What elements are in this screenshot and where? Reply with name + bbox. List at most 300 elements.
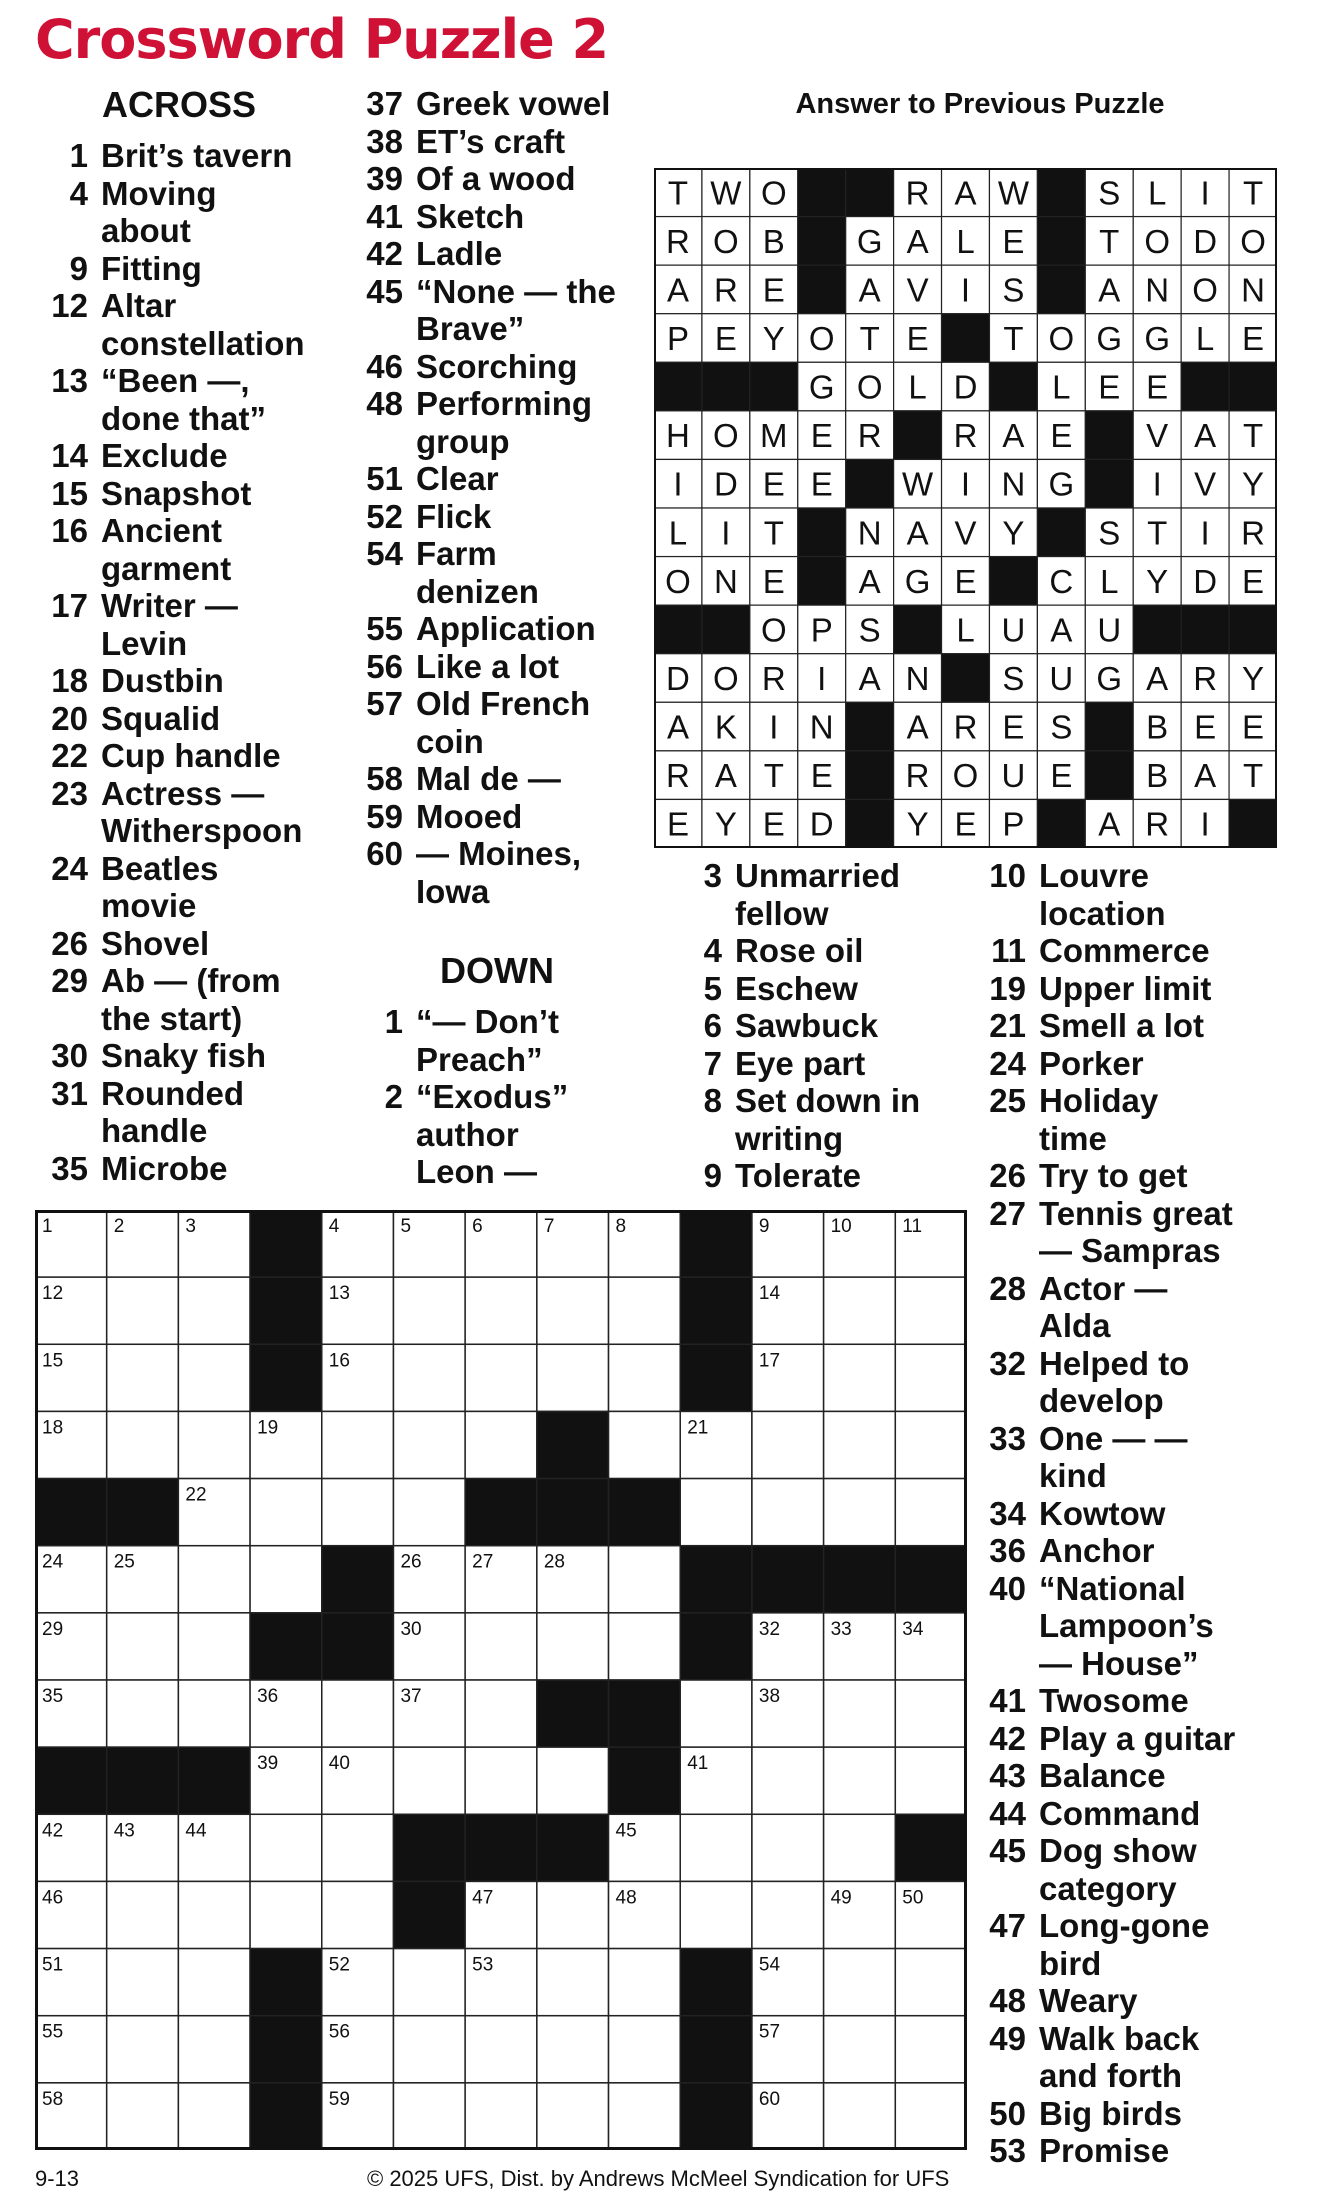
clue-text-line: “None — the [416, 272, 616, 310]
white-cell [609, 2016, 681, 2083]
black-cell [1085, 702, 1133, 751]
across-clue [357, 198, 647, 236]
clue-number: 17 [51, 587, 88, 624]
down-clue [980, 1157, 1320, 1195]
cell-number: 21 [687, 1417, 709, 1439]
cell-number: 54 [758, 1954, 781, 1976]
clue-text-line: Sawbuck [735, 1007, 879, 1044]
white-cell [680, 1680, 752, 1747]
answer-letter: T [763, 757, 784, 795]
white-cell [465, 1411, 537, 1478]
answer-letter: E [1098, 368, 1121, 406]
answer-letter: A [858, 271, 881, 309]
clue-text-line: Witherspoon [101, 812, 303, 849]
black-cell [798, 265, 846, 314]
black-cell [1229, 799, 1277, 848]
answer-letter: E [762, 562, 785, 600]
previous-answer-grid [654, 168, 1277, 848]
answer-letter: L [1052, 368, 1071, 406]
answer-letter: E [1242, 562, 1265, 600]
answer-letter: S [1002, 271, 1025, 309]
white-cell [322, 1680, 394, 1747]
answer-letter: N [1241, 271, 1265, 309]
black-cell [846, 702, 894, 751]
down-clue [676, 1082, 986, 1157]
across-clue [42, 775, 347, 850]
black-cell [1037, 217, 1085, 266]
previous-answer-title: Answer to Previous Puzzle [795, 88, 1165, 120]
cell-number: 13 [328, 1283, 350, 1305]
black-cell [680, 1546, 752, 1613]
answer-letter: N [1145, 271, 1170, 309]
clue-text-line: Helped to [1039, 1344, 1190, 1382]
clue-text-line: Leon — [416, 1153, 537, 1190]
white-cell [322, 1479, 394, 1546]
clue-text [403, 760, 561, 798]
clue-text [1026, 2132, 1169, 2170]
white-cell [178, 1613, 250, 1680]
white-cell [465, 1344, 537, 1411]
clue-text-line: Lampoon’s [1039, 1607, 1214, 1644]
cell-number: 18 [42, 1417, 64, 1439]
black-cell [107, 1747, 179, 1814]
answer-letter: S [1050, 708, 1073, 746]
white-cell [895, 1680, 967, 1747]
white-cell [824, 2016, 896, 2083]
answer-letter: I [1200, 805, 1210, 843]
cell-number: 47 [472, 1887, 494, 1909]
down-clue [676, 1157, 986, 1195]
white-cell [393, 2016, 465, 2083]
across-clue [42, 700, 347, 738]
answer-letter: O [665, 562, 691, 600]
answer-letter: A [858, 660, 881, 697]
clue-text-line: Snapshot [101, 474, 252, 512]
clue-number: 35 [51, 1149, 88, 1187]
across-clue [42, 362, 347, 437]
across-clue [42, 512, 347, 587]
clue-text-line: Twosome [1039, 1682, 1189, 1719]
white-cell [250, 1479, 322, 1546]
down-clue [980, 1907, 1320, 1982]
clue-number: 36 [989, 1532, 1026, 1569]
clue-text-line: movie [101, 887, 197, 924]
clue-number: 45 [989, 1832, 1026, 1869]
black-cell [702, 362, 750, 411]
white-cell [824, 1411, 896, 1478]
answer-letter: E [666, 805, 689, 843]
clue-text [1026, 1420, 1188, 1495]
clue-number: 44 [989, 1794, 1026, 1832]
answer-letter: E [810, 417, 833, 455]
clue-text-line: kind [1039, 1457, 1107, 1494]
answer-letter: E [906, 320, 929, 357]
answer-letter: D [666, 660, 690, 697]
white-cell [322, 1814, 394, 1881]
answer-letter: A [906, 514, 929, 552]
black-cell [654, 605, 702, 654]
answer-letter: Y [1242, 660, 1265, 697]
answer-letter: A [1098, 805, 1121, 843]
clue-number: 59 [366, 797, 403, 835]
white-cell [537, 1747, 609, 1814]
white-cell [107, 1411, 179, 1478]
answer-letter: E [954, 805, 977, 843]
across-clues-column-2 [357, 85, 647, 910]
clue-text-line: constellation [101, 324, 305, 362]
white-cell [465, 1277, 537, 1344]
cell-number: 1 [42, 1216, 53, 1237]
clue-text [1026, 1045, 1144, 1083]
black-cell [752, 1546, 824, 1613]
black-cell [895, 1814, 967, 1881]
answer-letter: N [809, 708, 834, 746]
answer-letter: P [666, 320, 689, 357]
clue-text-line: Long-gone [1039, 1907, 1210, 1944]
clue-text-line: Rounded [101, 1074, 244, 1112]
answer-letter: M [760, 417, 788, 455]
answer-letter: W [710, 174, 742, 212]
clue-text-line: writing [735, 1119, 844, 1157]
black-cell [393, 1814, 465, 1881]
down-clue [980, 2132, 1320, 2170]
down-clue [980, 1495, 1320, 1533]
answer-letter: S [858, 611, 881, 649]
answer-letter: L [1148, 174, 1167, 212]
clue-text-line: the start) [101, 999, 243, 1037]
answer-letter: K [714, 708, 737, 746]
clue-text-line: Holiday [1039, 1082, 1159, 1119]
black-cell [35, 1747, 107, 1814]
white-cell [393, 1344, 465, 1411]
white-cell [609, 1411, 681, 1478]
black-cell [1037, 265, 1085, 314]
clue-text [403, 273, 616, 348]
answer-letter: O [952, 757, 979, 795]
cell-number: 10 [830, 1216, 852, 1237]
black-cell [1133, 605, 1181, 654]
clue-text-line: Fitting [101, 249, 202, 287]
clue-text-line: about [101, 212, 191, 249]
answer-letter: R [1193, 660, 1218, 697]
answer-letter: T [1147, 514, 1168, 552]
clue-text [722, 1157, 861, 1195]
clue-text-line: author [416, 1115, 519, 1153]
black-cell [1037, 168, 1085, 217]
cell-number: 33 [830, 1618, 852, 1640]
clue-text [1026, 1795, 1200, 1833]
clue-number: 32 [989, 1344, 1026, 1382]
answer-letter: R [666, 222, 690, 260]
across-clue [42, 925, 347, 963]
cell-number: 17 [758, 1350, 781, 1372]
white-cell [824, 2083, 896, 2150]
page-title: Crossword Puzzle 2 [35, 8, 609, 71]
clue-number: 39 [366, 160, 403, 197]
clue-number: 9 [69, 249, 88, 287]
clue-number: 57 [366, 685, 403, 722]
black-cell [846, 168, 894, 217]
clue-text [1026, 1982, 1137, 2020]
black-cell [537, 1814, 609, 1881]
white-cell [895, 1344, 967, 1411]
across-header: ACROSS [102, 84, 257, 125]
answer-letter: O [713, 417, 739, 455]
white-cell [537, 1613, 609, 1680]
white-cell [107, 1344, 179, 1411]
cell-number: 34 [902, 1618, 924, 1640]
across-clue [42, 287, 347, 362]
clue-text-line: category [1039, 1869, 1177, 1907]
black-cell [846, 751, 894, 800]
answer-letter: G [1096, 320, 1123, 357]
answer-letter: I [960, 465, 971, 503]
clue-text-line: Ancient [101, 512, 223, 549]
clue-text [1026, 1832, 1197, 1907]
down-clue [980, 1532, 1320, 1570]
white-cell [609, 1344, 681, 1411]
clue-text [88, 962, 281, 1037]
answer-letter: P [1002, 805, 1025, 843]
clue-text [403, 798, 522, 836]
answer-letter: D [1193, 562, 1218, 600]
white-cell [895, 1277, 967, 1344]
clue-text-line: Command [1039, 1794, 1201, 1832]
answer-letter: T [1099, 222, 1120, 260]
clue-text-line: Of a wood [416, 160, 576, 197]
clue-text-line: group [416, 422, 510, 460]
black-cell [894, 411, 942, 460]
across-clue [357, 835, 647, 910]
across-clue [357, 348, 647, 386]
down-clue [980, 1045, 1320, 1083]
white-cell [393, 1479, 465, 1546]
clue-text-line: Clear [416, 460, 499, 497]
clue-number: 9 [703, 1157, 722, 1194]
down-clue [980, 970, 1320, 1008]
clue-number: 1 [384, 1003, 403, 1040]
answer-letter: E [1146, 368, 1169, 406]
clue-text [722, 857, 900, 932]
white-cell [537, 1277, 609, 1344]
clue-number: 15 [51, 474, 88, 512]
cell-number: 43 [113, 1820, 135, 1842]
answer-letter: R [953, 417, 978, 455]
cell-number: 57 [758, 2021, 781, 2043]
clue-text-line: Unmarried [735, 857, 901, 894]
black-cell [609, 1479, 681, 1546]
answer-letter: L [1100, 562, 1119, 600]
answer-letter: O [713, 660, 739, 697]
clue-number: 12 [51, 287, 88, 324]
answer-letter: O [713, 222, 739, 260]
cell-number: 44 [185, 1820, 207, 1842]
answer-letter: E [810, 465, 833, 503]
clue-number: 1 [69, 137, 88, 174]
down-clue [980, 1082, 1320, 1157]
black-cell [680, 1344, 752, 1411]
white-cell [465, 1747, 537, 1814]
down-clue [980, 2095, 1320, 2133]
clue-number: 54 [366, 535, 403, 572]
clue-number: 55 [366, 610, 403, 647]
down-clue [980, 1570, 1320, 1683]
answer-letter: S [1098, 514, 1121, 552]
clue-number: 18 [51, 662, 88, 699]
clue-number: 11 [991, 932, 1026, 969]
clue-number: 60 [366, 835, 403, 872]
clue-text [1026, 1682, 1189, 1720]
black-cell [537, 1680, 609, 1747]
white-cell [393, 1411, 465, 1478]
clue-text [1026, 2020, 1199, 2095]
clue-text-line: — House” [1039, 1644, 1199, 1682]
cell-number: 26 [400, 1551, 422, 1573]
clue-text-line: Exclude [101, 437, 228, 474]
answer-letter: Y [1002, 514, 1025, 552]
answer-letter: A [1002, 417, 1025, 455]
across-clue [357, 498, 647, 536]
answer-letter: A [1098, 271, 1121, 309]
answer-letter: S [1002, 660, 1025, 697]
white-cell [537, 1881, 609, 1948]
clue-text-line: Actress — [101, 774, 265, 812]
white-cell [609, 1546, 681, 1613]
cell-number: 58 [42, 2088, 64, 2110]
white-cell [178, 1277, 250, 1344]
cell-number: 35 [42, 1686, 64, 1707]
clue-text-line: Beatles [101, 849, 219, 887]
clue-text-line: Cup handle [101, 737, 281, 774]
answer-letter: T [1003, 320, 1024, 357]
answer-letter: I [721, 514, 731, 552]
clue-number: 53 [989, 2132, 1026, 2169]
white-cell [107, 1949, 179, 2016]
cell-number: 24 [42, 1551, 64, 1573]
white-cell [824, 1344, 896, 1411]
clue-text [403, 85, 610, 123]
answer-letter: T [1242, 417, 1264, 455]
down-clue [676, 1007, 986, 1045]
across-clue [357, 273, 647, 348]
clue-number: 43 [989, 1757, 1026, 1794]
white-cell [752, 1881, 824, 1948]
answer-letter: U [1097, 611, 1122, 649]
cell-number: 9 [758, 1216, 770, 1237]
across-clue [42, 1150, 347, 1188]
clue-text [88, 475, 251, 513]
black-cell [702, 605, 750, 654]
across-clue [42, 475, 347, 513]
clue-text-line: Levin [101, 624, 188, 662]
answer-letter: V [906, 271, 929, 309]
answer-letter: E [954, 562, 977, 600]
cell-number: 60 [758, 2088, 781, 2110]
white-cell [107, 1680, 179, 1747]
answer-letter: N [905, 660, 930, 697]
clue-number: 10 [989, 857, 1026, 894]
clue-text-line: Dustbin [101, 662, 224, 699]
down-clue [980, 1795, 1320, 1833]
answer-letter: T [859, 320, 880, 357]
white-cell [178, 1344, 250, 1411]
white-cell [537, 2083, 609, 2150]
clue-text [88, 137, 292, 175]
black-cell [942, 654, 990, 703]
black-cell [322, 1613, 394, 1680]
answer-letter: B [1146, 757, 1169, 795]
clue-number: 40 [989, 1569, 1026, 1607]
across-clue [42, 1075, 347, 1150]
answer-letter: E [762, 465, 785, 503]
black-cell [609, 1747, 681, 1814]
clue-text-line: time [1039, 1119, 1107, 1157]
clue-text-line: Upper limit [1039, 969, 1212, 1007]
answer-letter: N [713, 562, 738, 600]
down-clue [980, 1195, 1320, 1270]
clue-text [88, 362, 266, 437]
black-cell [465, 1479, 537, 1546]
cell-number: 45 [615, 1820, 637, 1842]
clue-text-line: handle [101, 1112, 208, 1149]
answer-letter: V [1194, 465, 1217, 503]
clue-text [1026, 1570, 1214, 1683]
clue-text-line: Porker [1039, 1044, 1144, 1082]
clue-number: 22 [51, 737, 88, 774]
answer-letter: T [667, 174, 689, 212]
black-cell [846, 799, 894, 848]
clue-text [1026, 2095, 1182, 2133]
clue-text-line: Preach” [416, 1040, 543, 1078]
clue-text [403, 535, 539, 610]
white-cell [752, 1814, 824, 1881]
white-cell [895, 1411, 967, 1478]
answer-letter: I [817, 660, 827, 697]
black-cell [250, 1613, 322, 1680]
answer-letter: E [1242, 708, 1265, 746]
white-cell [393, 1277, 465, 1344]
cell-number: 55 [42, 2021, 64, 2043]
clue-text [88, 512, 231, 587]
clue-text [1026, 1345, 1189, 1420]
clue-text [403, 1003, 559, 1078]
clue-text [403, 198, 524, 236]
black-cell [846, 459, 894, 508]
clue-text-line: Performing [416, 385, 593, 422]
clue-text-line: Anchor [1039, 1532, 1155, 1569]
clue-number: 46 [366, 347, 403, 385]
clue-text [88, 437, 228, 475]
down-clue [980, 1720, 1320, 1758]
clue-text-line: Tolerate [735, 1157, 861, 1194]
across-clue [357, 760, 647, 798]
answer-letter: R [1241, 514, 1265, 552]
answer-letter: A [906, 222, 929, 260]
black-cell [680, 1613, 752, 1680]
answer-letter: E [1002, 222, 1025, 260]
answer-letter: E [762, 805, 785, 843]
answer-letter: O [1240, 222, 1266, 260]
across-clue [357, 648, 647, 686]
clue-number: 58 [366, 760, 403, 797]
answer-letter: R [713, 271, 738, 309]
white-cell [895, 2083, 967, 2150]
clue-number: 45 [366, 272, 403, 310]
clue-number: 34 [989, 1494, 1026, 1532]
clue-number: 26 [51, 924, 88, 962]
clue-text [403, 835, 581, 910]
black-cell [250, 1210, 322, 1277]
